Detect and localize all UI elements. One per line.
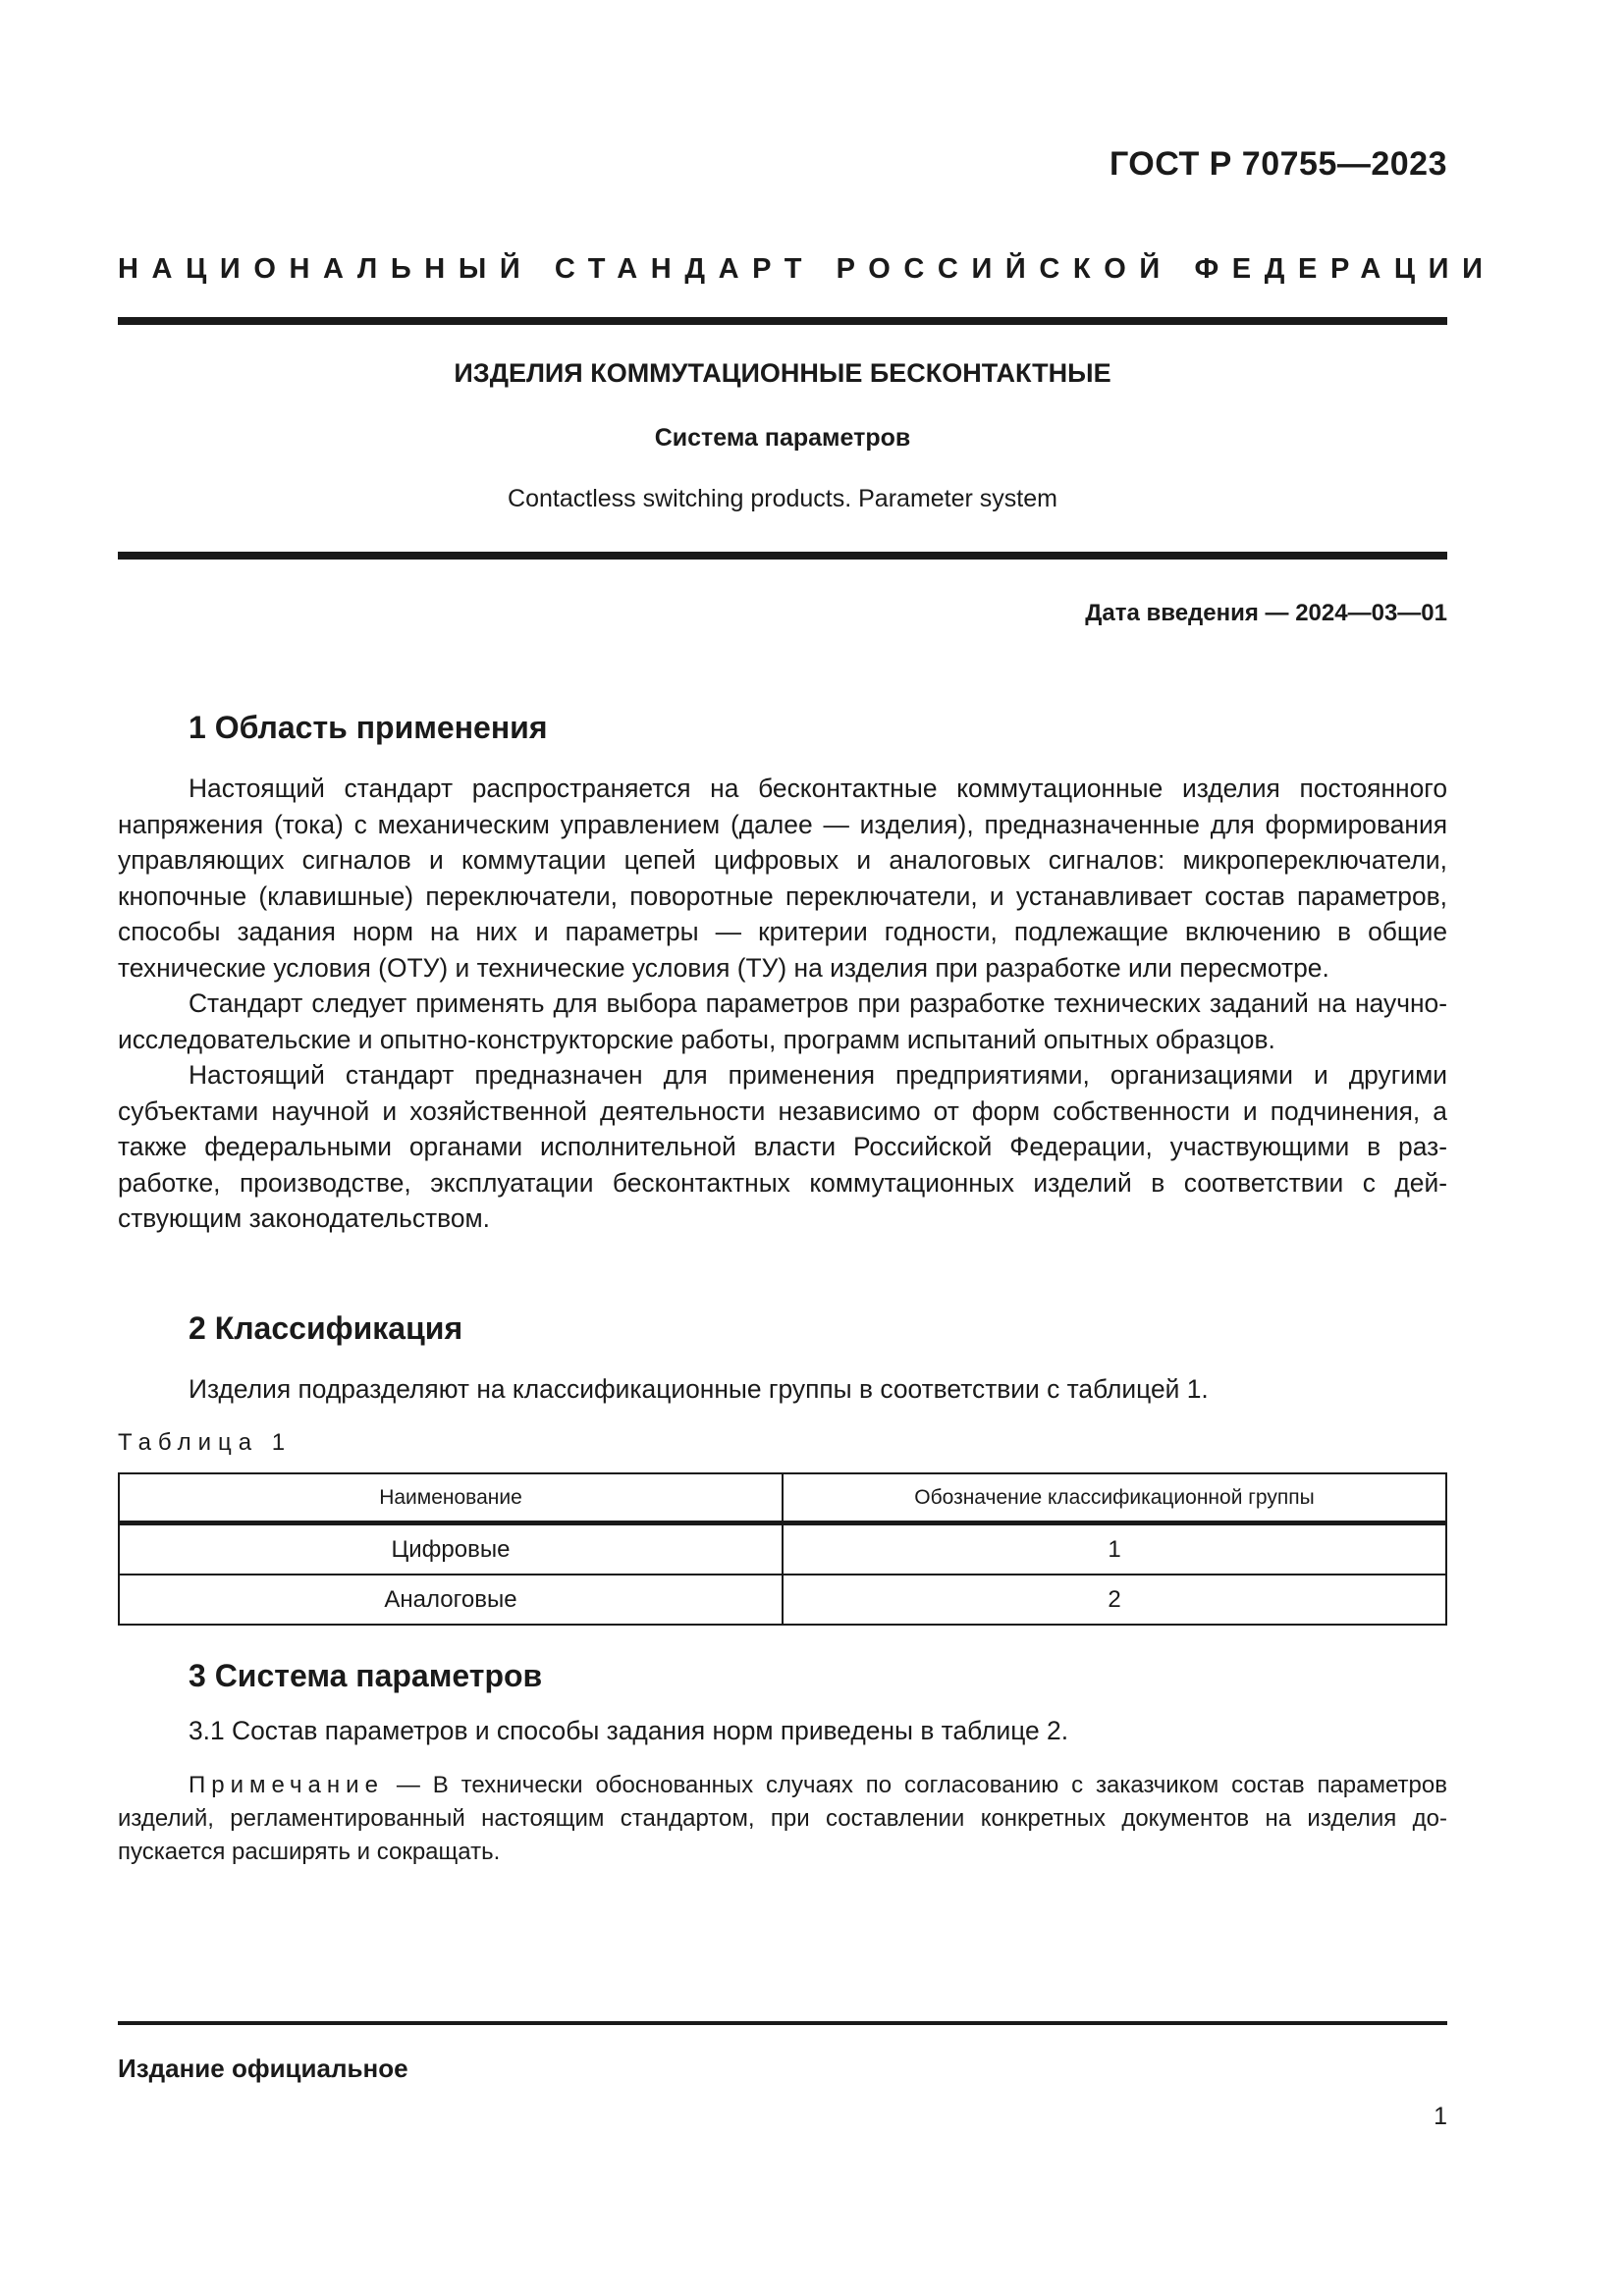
national-standard-banner: НАЦИОНАЛЬНЫЙ СТАНДАРТ РОССИЙСКОЙ ФЕДЕРАЦИИ <box>118 253 1496 285</box>
section-2-heading: 2 Классификация <box>189 1310 463 1346</box>
english-title: Contactless switching products. Parameter system <box>508 485 1057 512</box>
section-1-body <box>118 771 1447 1237</box>
table-row <box>119 1575 1446 1625</box>
introduction-date: Дата введения — 2024—03—01 <box>1085 600 1447 626</box>
table-cell-name: Аналоговые <box>119 1575 783 1625</box>
table-cell-name: Цифровые <box>119 1523 783 1575</box>
note-text: — В технически обоснованных случаях по согласованию с заказчиком состав параметров изделий, регламентированный настоящим стандартом, при составлении конкретных документов на изделия допускается расширять и сокращать. <box>118 1772 1447 1865</box>
note-label: Примечание <box>189 1772 384 1798</box>
top-divider <box>118 317 1447 325</box>
section-2-paragraph: Изделия подразделяют на классификационные группы в соответствии с таблицей 1. <box>189 1374 1209 1404</box>
page-number: 1 <box>1434 2103 1447 2130</box>
section-2-body <box>118 1371 1447 1408</box>
document-subtitle: Система параметров <box>654 424 911 452</box>
section-3-body <box>118 1713 1447 1749</box>
table-header-row <box>119 1473 1446 1523</box>
document-title: ИЗДЕЛИЯ КОММУТАЦИОННЫЕ БЕСКОНТАКТНЫЕ <box>454 358 1111 388</box>
footer-divider <box>118 2021 1447 2025</box>
edition-label: Издание официальное <box>118 2054 408 2083</box>
title-divider <box>118 552 1447 560</box>
section-3-note <box>118 1769 1447 1869</box>
document-designation: ГОСТ Р 70755—2023 <box>1109 145 1447 183</box>
section-3-heading: 3 Система параметров <box>189 1658 543 1693</box>
section-1-paragraph: Стандарт следует применять для выбора параметров при разработке технических заданий на научно-исследовательские и опытно-конструкторские работы, программ испытаний опытных образцов. <box>118 988 1447 1054</box>
table-header-name: Наименование <box>119 1473 783 1523</box>
table-row <box>119 1523 1446 1575</box>
section-1-paragraph: Настоящий стандарт предназначен для применения предприятиями, организациями и другими субъектами научной и хозяйственной деятельности независимо от форм собственности и подчинения, а также федеральными органами исполнительной власти Российской Федерации, участвующими в разработке, производстве, эксплуатации бесконтактных коммутационных изделий в соответствии с действующим законодательством. <box>118 1060 1447 1233</box>
table-cell-group: 2 <box>783 1575 1446 1625</box>
section-1-heading: 1 Область применения <box>189 710 548 745</box>
table-cell-group: 1 <box>783 1523 1446 1575</box>
table-1-caption: Таблица 1 <box>118 1429 293 1456</box>
section-3-paragraph: 3.1 Состав параметров и способы задания норм приведены в таблице 2. <box>189 1716 1069 1745</box>
section-1-paragraph: Настоящий стандарт распространяется на бесконтактные коммутационные изделия постоянного напряжения (тока) с механическим управлением (далее — изделия), предназначенные для формирования управляющих сигналов и коммутации цепей цифровых и аналоговых сигналов: микропереключатели, кнопочные (клавишные) переключатели, поворотные переключатели, и устанавливает состав параметров, способы задания норм на них и параметры — критерии годности, подлежащие включению в общие технические условия (ОТУ) и технические условия (ТУ) на изделия при разработке или пересмотре. <box>118 774 1447 983</box>
classification-table <box>118 1472 1447 1626</box>
table-header-group: Обозначение классификационной группы <box>783 1473 1446 1523</box>
